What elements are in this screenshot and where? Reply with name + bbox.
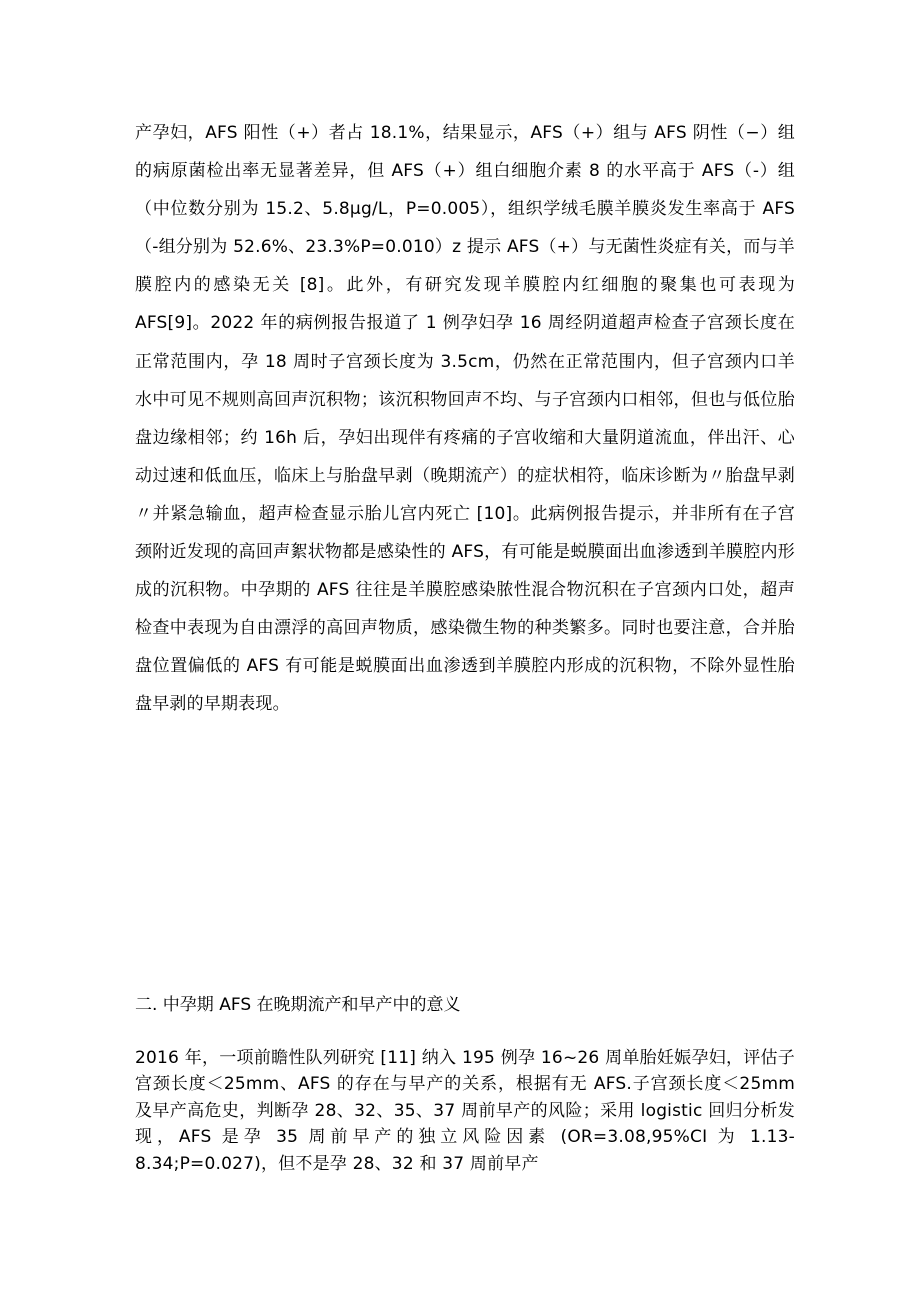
body-paragraph-1: 产孕妇，AFS 阳性（+）者占 18.1%，结果显示，AFS（+）组与 AFS 阴性（−）组的病原菌检出率无显著差异，但 AFS（+）组白细胞介素 8 的水平高于 AFS（-）组（中位数分别为 15.2、5.8μg/L，P=0.005），组织学绒毛膜羊膜炎发生率高于 AFS（-组分别为 52.6%、23.3%P=0.010）z 提示 AFS（+）与无菌性炎症有关，而与羊膜腔内的感染无关 [8]。此外，有研究发现羊膜腔内红细胞的聚集也可表现为 AFS[9]。2022 年的病例报告报道了 1 例孕妇孕 16 周经阴道超声检查子宫颈长度在正常范围内，孕 18 周时子宫颈长度为 3.5cm，仍然在正常范围内，但子宫颈内口羊水中可见不规则高回声沉积物；该沉积物回声不均、与子宫颈内口相邻，但也与低位胎盘边缘相邻；约 16h 后，孕妇出现伴有疼痛的子宫收缩和大量阴道流血，伴出汗、心动过速和低血压，临床上与胎盘早剥（晚期流产）的症状相符，临床诊断为〃胎盘早剥〃并紧急输血，超声检查显示胎儿宫内死亡 [10]。此病例报告提示，并非所有在子宫颈附近发现的高回声絮状物都是感染性的 AFS，有可能是蜕膜面出血渗透到羊膜腔内形成的沉积物。中孕期的 AFS 往往是羊膜腔感染脓性混合物沉积在子宫颈内口处，超声检查中表现为自由漂浮的高回声物质，感染微生物的种类繁多。同时也要注意，合并胎盘位置偏低的 AFS 有可能是蜕膜面出血渗透到羊膜腔内形成的沉积物，不除外显性胎盘早剥的早期表现。: [135, 123, 795, 715]
body-paragraph-2: 2016 年，一项前瞻性队列研究 [11] 纳入 195 例孕 16~26 周单胎妊娠孕妇，评估子宫颈长度＜25mm、AFS 的存在与早产的关系，根据有无 AFS.子宫颈长度＜25mm 及早产高危史，判断孕 28、32、35、37 周前早产的风险；采用 logistic 回归分析发现，AFS 是孕 35 周前早产的独立风险因素 (OR=3.08,95%CI 为 1.13-8.34;P=0.027)，但不是孕 28、32 和 37 周前早产: [135, 1048, 795, 1174]
section-heading: 二. 中孕期 AFS 在晚期流产和早产中的意义: [135, 995, 461, 1015]
